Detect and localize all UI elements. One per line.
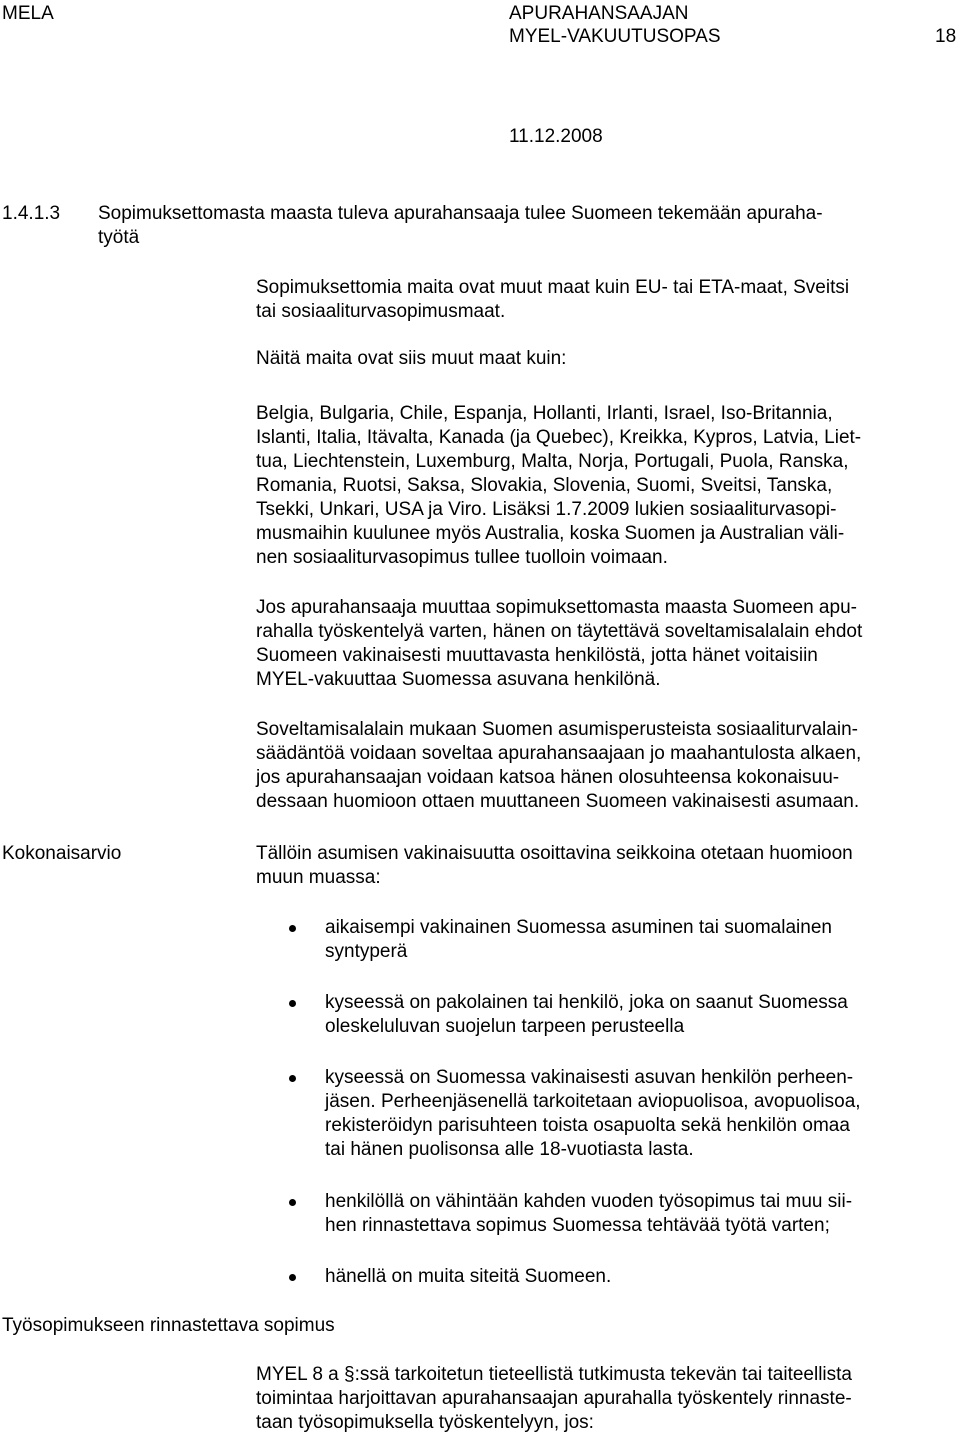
text-line: rahalla työskentelyä varten, hänen on täytettävä soveltamisalalain ehdot bbox=[256, 621, 863, 642]
text-line: rekisteröidyn parisuhteen toista osapuolta sekä henkilön omaa bbox=[325, 1115, 850, 1136]
text-line: tua, Liechtenstein, Luxemburg, Malta, Norja, Portugali, Puola, Ranska, bbox=[256, 451, 849, 472]
text-line: tai sosiaaliturvasopimusmaat. bbox=[256, 301, 506, 322]
text-line: Sopimuksettomia maita ovat muut maat kuin EU- tai ETA-maat, Sveitsi bbox=[256, 277, 850, 298]
bullet-icon bbox=[289, 925, 296, 932]
page-number: 18 bbox=[935, 26, 957, 47]
side-label-employment-contract: Työsopimukseen rinnastettava sopimus bbox=[2, 1315, 335, 1336]
paragraph-countries-intro bbox=[256, 347, 946, 371]
section-number: 1.4.1.3 bbox=[2, 203, 61, 224]
text-line: Islanti, Italia, Itävalta, Kanada (ja Quebec), Kreikka, Kypros, Latvia, Liet- bbox=[256, 427, 862, 448]
text-line: Romania, Ruotsi, Saksa, Slovakia, Slovenia, Suomi, Sveitsi, Tanska, bbox=[256, 475, 833, 496]
text-line: dessaan huomioon ottaen muuttaneen Suomeen vakinaisesti asumaan. bbox=[256, 791, 860, 812]
text-line: Jos apurahansaaja muuttaa sopimuksettomasta maasta Suomeen apu- bbox=[256, 597, 857, 618]
section-heading-line2: työtä bbox=[98, 227, 140, 248]
paragraph-application-law bbox=[256, 718, 946, 814]
text-line: muun muassa: bbox=[256, 867, 381, 888]
text-line: MYEL 8 a §:ssä tarkoitetun tieteellistä tutkimusta tekevän tai taiteellista bbox=[256, 1364, 852, 1385]
document-date: 11.12.2008 bbox=[509, 126, 603, 147]
text-line: Suomeen vakinaisesti muuttavasta henkilöstä, jotta hänet voitaisiin bbox=[256, 645, 818, 666]
text-line: hänellä on muita siteitä Suomeen. bbox=[325, 1266, 612, 1287]
document-title-line1: APURAHANSAAJAN bbox=[509, 3, 689, 24]
text-line: nen sosiaaliturvasopimus tullee tuolloin voimaan. bbox=[256, 547, 668, 568]
text-line: säädäntöä voidaan soveltaa apurahansaajaan jo maahantulosta alkaen, bbox=[256, 743, 862, 764]
text-line: kyseessä on Suomessa vakinaisesti asuvan henkilön perheen- bbox=[325, 1067, 854, 1088]
text-line: toimintaa harjoittavan apurahansaajan apurahalla työskentely rinnaste- bbox=[256, 1388, 852, 1409]
text-line: jos apurahansaajan voidaan katsoa hänen olosuhteensa kokonaisuu- bbox=[256, 767, 840, 788]
bullet-icon bbox=[289, 1274, 296, 1281]
text-line: oleskeluluvan suojelun tarpeen perusteella bbox=[325, 1016, 685, 1037]
text-line: tai hänen puolisonsa alle 18-vuotiasta lasta. bbox=[325, 1139, 694, 1160]
text-line: Belgia, Bulgaria, Chile, Espanja, Hollanti, Irlanti, Israel, Iso-Britannia, bbox=[256, 403, 833, 424]
paragraph-moving-to-finland bbox=[256, 596, 946, 692]
text-line: aikaisempi vakinainen Suomessa asuminen tai suomalainen bbox=[325, 917, 832, 938]
org-name: MELA bbox=[2, 3, 54, 24]
side-label-overall-assessment: Kokonaisarvio bbox=[2, 843, 122, 864]
text-line: syntyperä bbox=[325, 941, 408, 962]
text-line: taan työsopimuksella työskentelyyn, jos: bbox=[256, 1412, 594, 1433]
paragraph-country-list bbox=[256, 402, 946, 570]
text-line: Soveltamisalalain mukaan Suomen asumisperusteista sosiaaliturvalain- bbox=[256, 719, 858, 740]
bullet-icon bbox=[289, 1000, 296, 1007]
paragraph-non-agreement-countries bbox=[256, 276, 946, 324]
document-title-line2: MYEL-VAKUUTUSOPAS bbox=[509, 26, 721, 47]
bullet-icon bbox=[289, 1075, 296, 1082]
text-line: Tsekki, Unkari, USA ja Viro. Lisäksi 1.7.2009 lukien sosiaaliturvasopi- bbox=[256, 499, 837, 520]
bullet-icon bbox=[289, 1199, 296, 1206]
text-line: musmaihin kuulunee myös Australia, koska Suomen ja Australian väli- bbox=[256, 523, 845, 544]
paragraph-myel-8a bbox=[256, 1363, 946, 1435]
text-line: Näitä maita ovat siis muut maat kuin: bbox=[256, 348, 567, 369]
text-line: henkilöllä on vähintään kahden vuoden työsopimus tai muu sii- bbox=[325, 1191, 853, 1212]
text-line: hen rinnastettava sopimus Suomessa tehtävää työtä varten; bbox=[325, 1215, 830, 1236]
text-line: Tällöin asumisen vakinaisuutta osoittavina seikkoina otetaan huomioon bbox=[256, 843, 853, 864]
paragraph-permanence-factors bbox=[256, 842, 946, 890]
section-heading-line1: Sopimuksettomasta maasta tuleva apurahansaaja tulee Suomeen tekemään apuraha- bbox=[98, 203, 823, 224]
text-line: MYEL-vakuuttaa Suomessa asuvana henkilönä. bbox=[256, 669, 661, 690]
text-line: kyseessä on pakolainen tai henkilö, joka on saanut Suomessa bbox=[325, 992, 848, 1013]
text-line: jäsen. Perheenjäsenellä tarkoitetaan aviopuolisoa, avopuolisoa, bbox=[325, 1091, 861, 1112]
